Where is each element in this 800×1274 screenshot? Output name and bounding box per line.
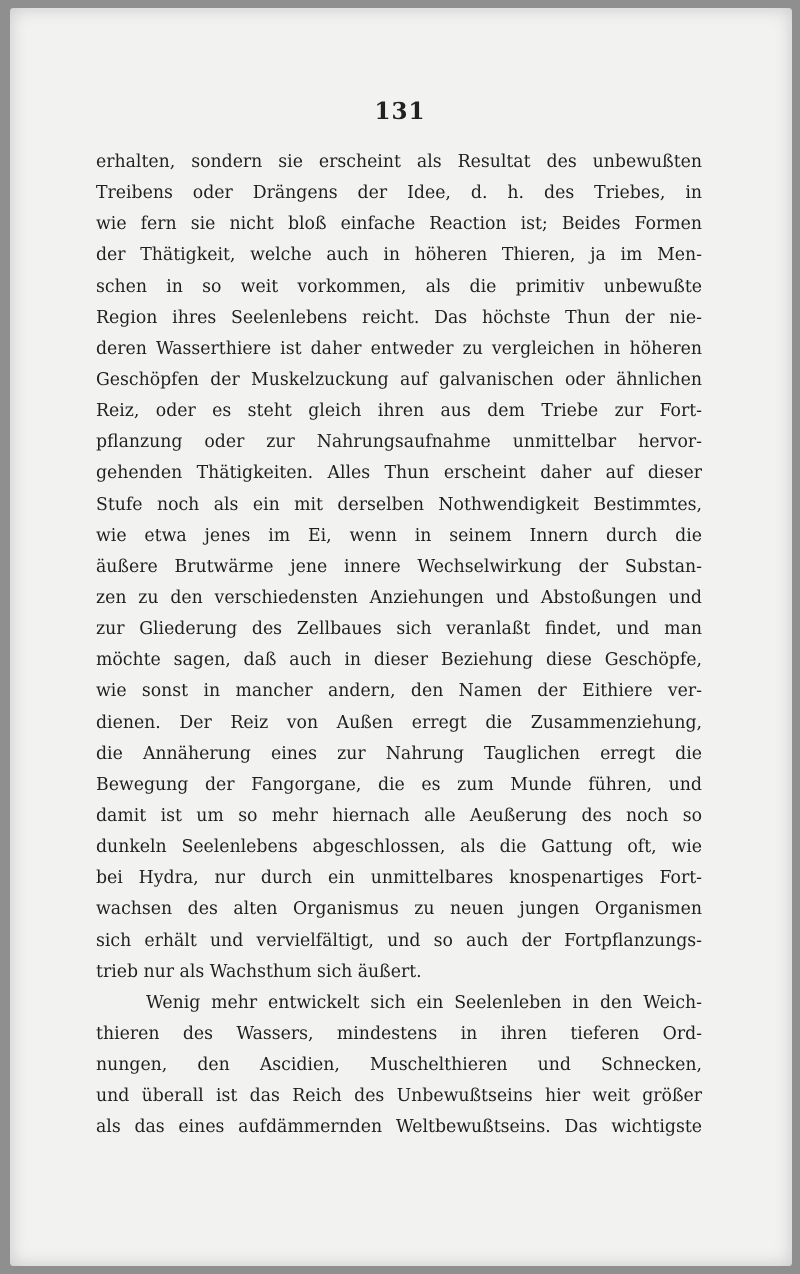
text-line: gehenden Thätigkeiten. Alles Thun erscheint daher auf dieser [96,463,702,484]
text-line: nungen, den Ascidien, Muschelthieren und Schnecken, [96,1055,702,1076]
text-line: möchte sagen, daß auch in dieser Beziehung diese Geschöpfe, [96,650,702,671]
text-line: bei Hydra, nur durch ein unmittelbares knospenartiges Fort- [96,868,702,889]
text-line: Treibens oder Drängens der Idee, d. h. des Triebes, in [96,183,702,204]
body-text [96,147,702,1144]
text-line: der Thätigkeit, welche auch in höheren Thieren, ja im Men- [96,245,702,266]
text-line: äußere Brutwärme jene innere Wechselwirkung der Substan- [96,556,702,577]
text-line: erhalten, sondern sie erscheint als Resultat des unbewußten [96,152,702,172]
text-line: Geschöpfen der Muskelzuckung auf galvanischen oder ähnlichen [96,369,702,390]
text-line: Stufe noch als ein mit derselben Nothwendigkeit Bestimmtes, [96,494,702,515]
text-line: zen zu den verschiedensten Anziehungen und Abstoßungen und [96,587,702,608]
text-line: dunkeln Seelenlebens abgeschlossen, als die Gattung oft, wie [96,837,702,858]
text-line: wie sonst in mancher andern, den Namen der Eithiere ver- [96,681,702,702]
text-line: wie etwa jenes im Ei, wenn in seinem Innern durch die [96,525,702,546]
text-line: damit ist um so mehr hiernach alle Aeußerung des noch so [96,805,702,826]
text-line: wachsen des alten Organismus zu neuen jungen Organismen [96,899,702,920]
text-line: und überall ist das Reich des Unbewußtseins hier weit größer [96,1086,702,1107]
text-line: deren Wasserthiere ist daher entweder zu vergleichen in höheren [96,338,702,359]
text-line: sich erhält und vervielfältigt, und so auch der Fortpflanzungs- [96,930,702,951]
text-line: wie fern sie nicht bloß einfache Reaction ist; Beides Formen [96,214,702,235]
text-line: schen in so weit vorkommen, als die primitiv unbewußte [96,276,702,297]
text-line: thieren des Wassers, mindestens in ihren tieferen Ord- [96,1023,702,1044]
page-number: 131 [374,98,426,125]
text-line: Reiz, oder es steht gleich ihren aus dem Triebe zur Fort- [96,401,702,422]
text-line: die Annäherung eines zur Nahrung Tauglichen erregt die [96,743,702,764]
text-line: dienen. Der Reiz von Außen erregt die Zusammenziehung, [96,712,702,733]
text-line: Bewegung der Fangorgane, die es zum Munde führen, und [96,774,702,795]
text-line: zur Gliederung des Zellbaues sich veranlaßt findet, und man [96,619,702,640]
paragraph-end-line: trieb nur als Wachsthum sich äußert. [96,961,422,982]
text-line: als das eines aufdämmernden Weltbewußtseins. Das wichtigste [96,1117,702,1138]
text-line: pflanzung oder zur Nahrungsaufnahme unmittelbar hervor- [96,432,702,453]
paragraph-start-line: Wenig mehr entwickelt sich ein Seelenleben in den Weich- [146,992,702,1013]
text-line: Region ihres Seelenlebens reicht. Das höchste Thun der nie- [96,307,702,328]
